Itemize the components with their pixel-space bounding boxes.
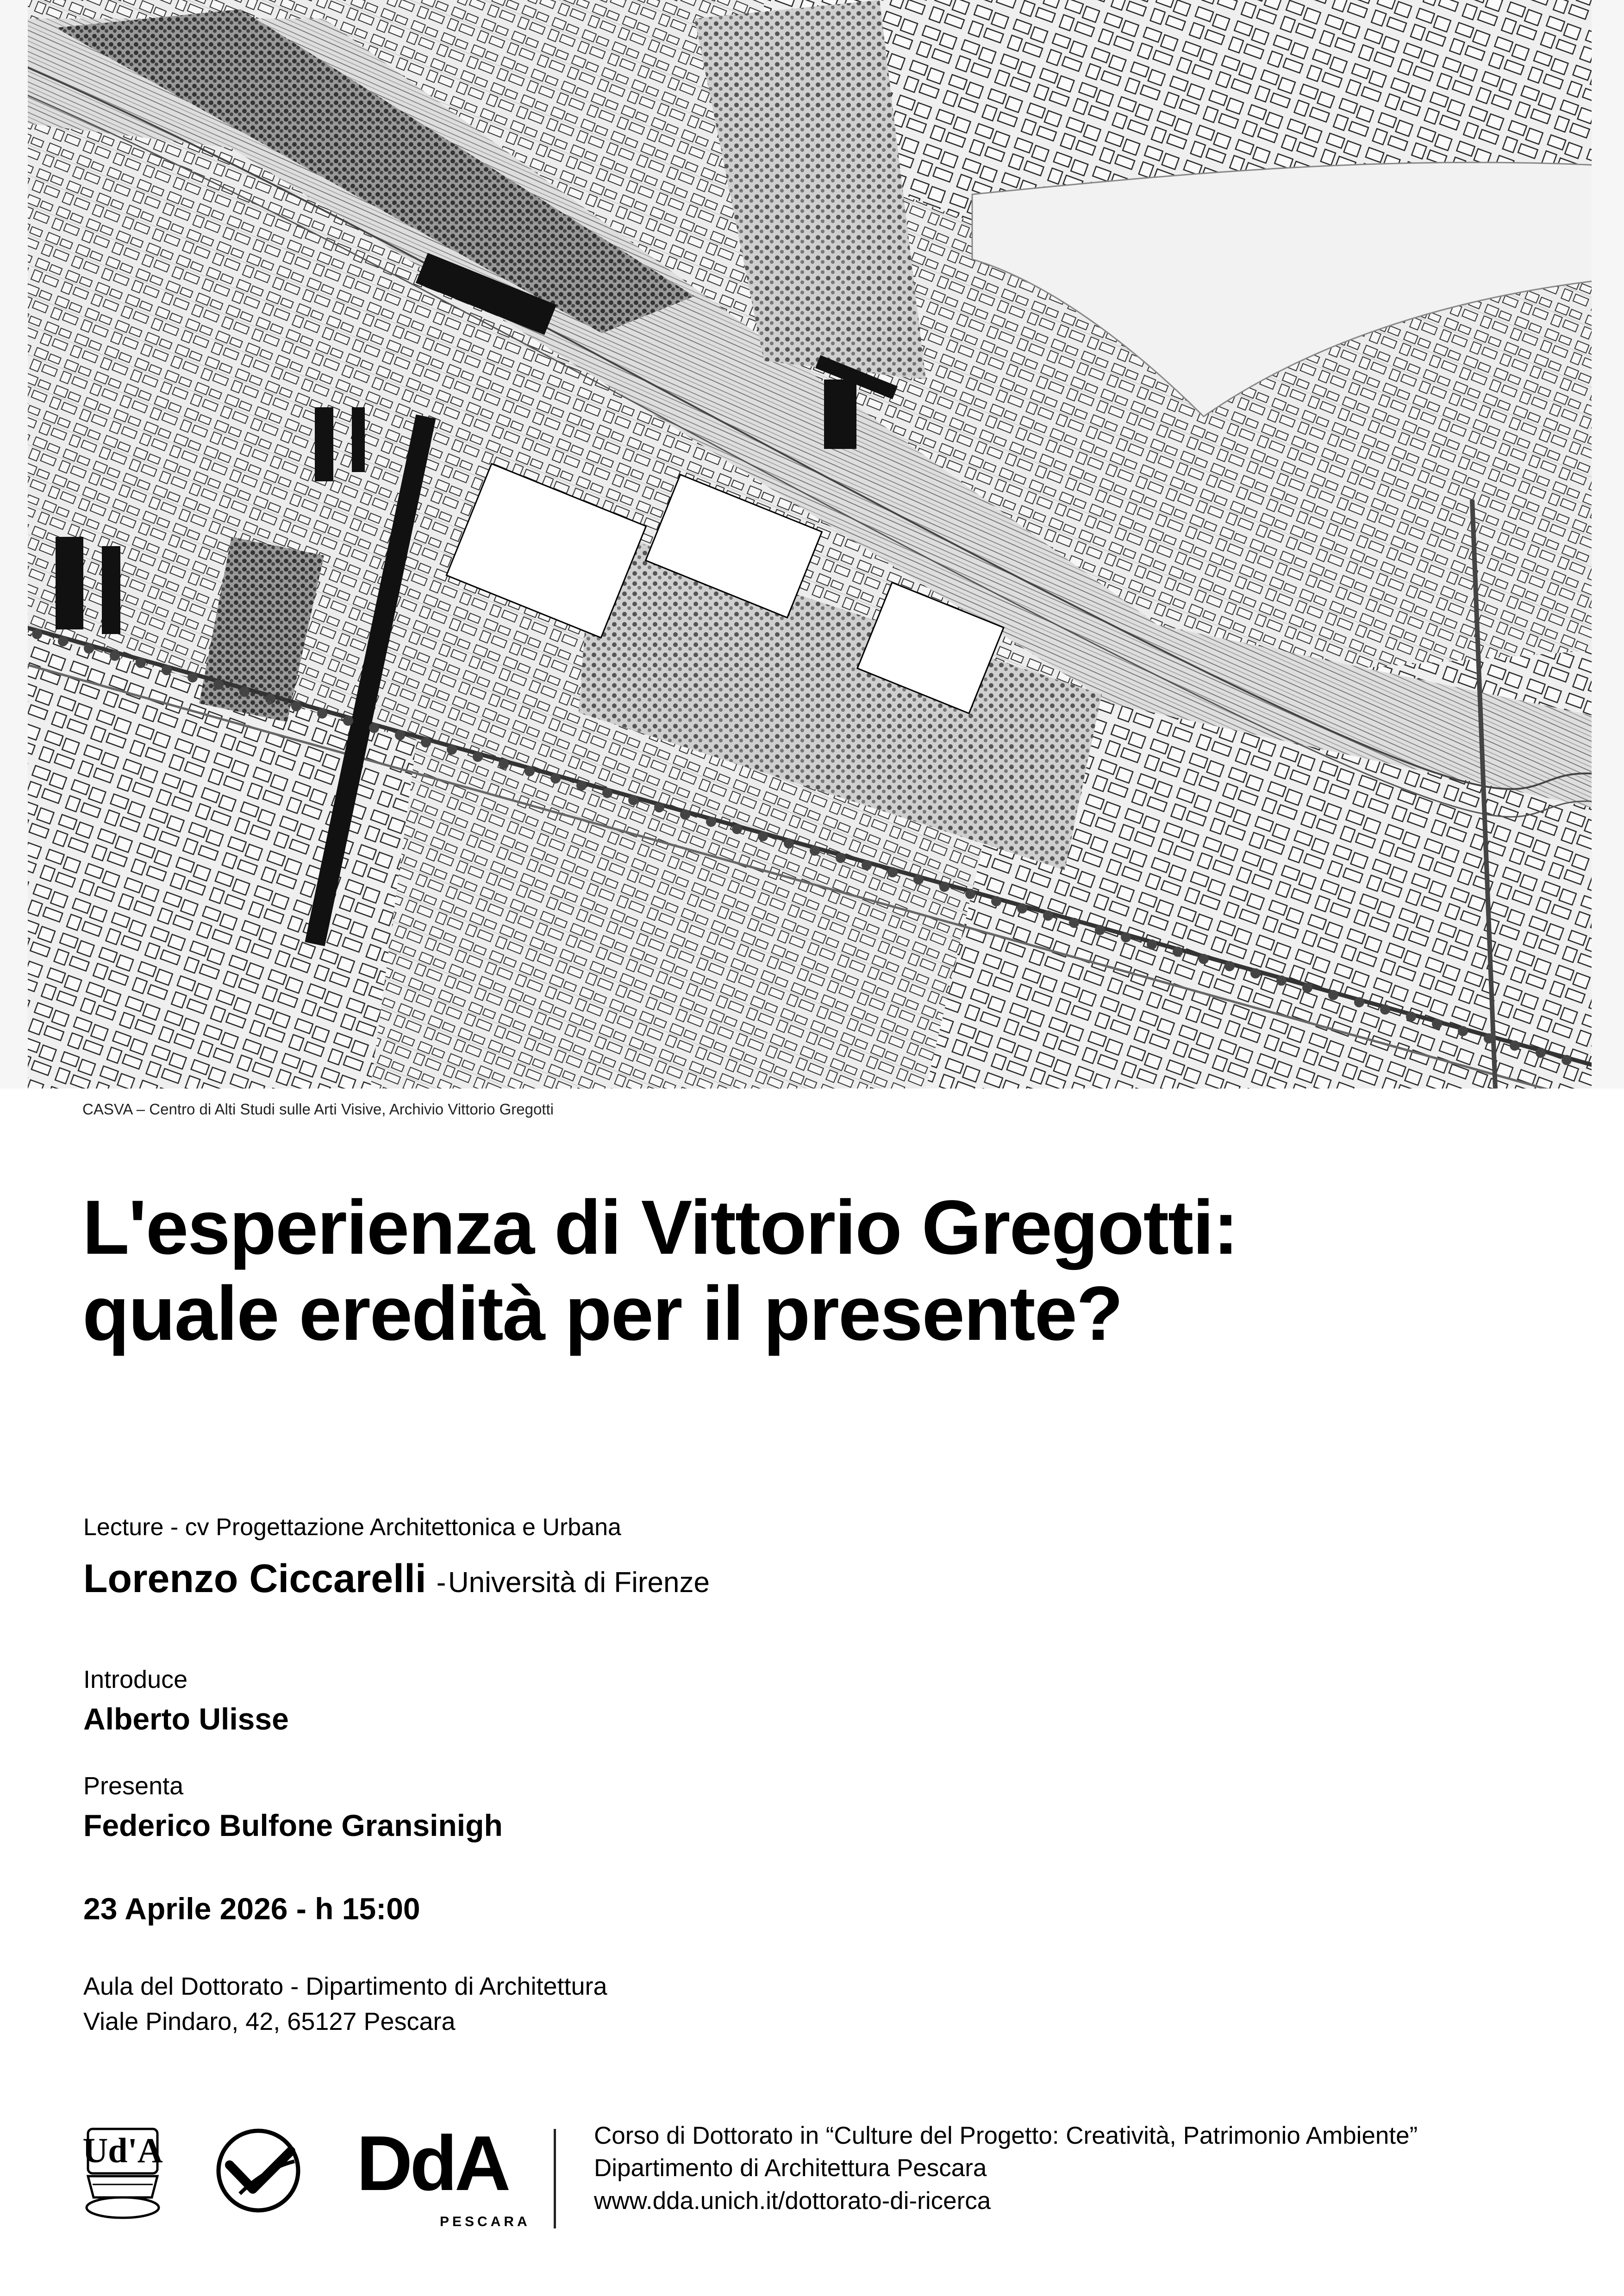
- page-title: [82, 1185, 1238, 1357]
- tree: [654, 802, 664, 812]
- tree: [1250, 968, 1261, 978]
- venue-line-2: Viale Pindaro, 42, 65127 Pescara: [83, 2007, 456, 2035]
- department-url-link[interactable]: www.dda.unich.it/dottorato-di-ricerca: [594, 2187, 991, 2215]
- tree: [1095, 925, 1105, 935]
- tree: [576, 781, 587, 791]
- venue: [83, 1969, 607, 2039]
- tree: [965, 889, 975, 899]
- lecture-label: Lecture - cv Progettazione Architettonica e Urbana: [83, 1514, 621, 1541]
- tree: [991, 896, 1001, 906]
- tree: [1328, 990, 1338, 1000]
- tree: [1536, 1048, 1546, 1058]
- event-datetime: 23 Aprile 2026 - h 15:00: [83, 1892, 420, 1926]
- tree: [939, 882, 949, 892]
- tree: [758, 831, 768, 841]
- tree: [550, 773, 561, 784]
- presenter-label: Presenta: [83, 1772, 184, 1800]
- speaker-line: [83, 1556, 710, 1602]
- tree: [1276, 976, 1287, 986]
- tree: [525, 766, 535, 776]
- tree: [913, 874, 924, 884]
- tree: [369, 723, 379, 733]
- tree: [239, 687, 250, 697]
- tree: [1432, 1019, 1442, 1029]
- tree: [499, 759, 509, 769]
- tree: [628, 795, 638, 805]
- intro-name: Alberto Ulisse: [83, 1702, 289, 1736]
- tree: [421, 737, 431, 747]
- tree: [84, 643, 94, 653]
- tree: [1406, 1012, 1416, 1022]
- dda-pescara-logo: [356, 2120, 531, 2235]
- tree: [162, 665, 172, 675]
- tree: [1069, 918, 1079, 928]
- tree: [1354, 997, 1364, 1008]
- speaker-separator: -: [436, 1567, 446, 1599]
- tree: [1147, 940, 1157, 950]
- tree: [32, 629, 42, 639]
- tree: [473, 752, 483, 762]
- checkmark-circle-logo: [212, 2124, 305, 2217]
- tree: [1121, 932, 1131, 942]
- tree: [887, 867, 898, 877]
- presenter-name: Federico Bulfone Gransinigh: [83, 1808, 503, 1842]
- speaker-name: Lorenzo Ciccarelli: [83, 1556, 426, 1601]
- tree: [1043, 910, 1053, 921]
- hero-photo: [0, 0, 1624, 1089]
- tree: [836, 853, 846, 863]
- department-line: Dipartimento di Architettura Pescara: [594, 2154, 987, 2182]
- tree: [1510, 1040, 1520, 1051]
- title-line-2: quale eredità per il presente?: [82, 1270, 1123, 1356]
- title-line-1: L'esperienza di Vittorio Gregotti:: [82, 1185, 1238, 1270]
- tree: [1484, 1033, 1494, 1044]
- tree: [395, 730, 405, 740]
- tree: [1380, 1004, 1390, 1014]
- tree: [810, 846, 820, 856]
- tree: [317, 709, 327, 719]
- tree: [1302, 983, 1312, 993]
- tree: [1173, 946, 1183, 957]
- tree: [447, 745, 457, 755]
- tree: [680, 809, 690, 820]
- tree: [862, 860, 872, 870]
- footer-divider: [554, 2129, 556, 2228]
- tree: [187, 672, 198, 683]
- tree: [1562, 1055, 1572, 1065]
- tree: [1224, 961, 1235, 971]
- speaker-affiliation: Università di Firenze: [448, 1567, 710, 1599]
- photo-credit-caption: CASVA – Centro di Alti Studi sulle Arti Visive, Archivio Vittorio Gregotti: [82, 1101, 554, 1118]
- tree: [265, 694, 275, 704]
- tree: [784, 838, 794, 848]
- tree: [343, 716, 353, 726]
- urban-model-drawing: [0, 0, 1624, 1089]
- dda-logo-subtext: PESCARA: [440, 2214, 531, 2229]
- tree: [58, 636, 68, 647]
- tree: [706, 817, 716, 827]
- intro-label: Introduce: [83, 1666, 188, 1693]
- tree: [602, 788, 612, 798]
- venue-line-1: Aula del Dottorato - Dipartimento di Architettura: [83, 1972, 607, 2000]
- tree: [732, 824, 742, 834]
- tree: [1017, 903, 1027, 914]
- tree: [136, 658, 146, 668]
- uda-university-logo: [79, 2124, 167, 2221]
- tree: [1199, 954, 1209, 964]
- course-info: [594, 2120, 1418, 2217]
- tree: [1458, 1026, 1468, 1036]
- tree: [213, 679, 224, 690]
- dda-logo-letters: DdA: [356, 2120, 508, 2207]
- course-line: Corso di Dottorato in “Culture del Progetto: Creatività, Patrimonio Ambiente”: [594, 2122, 1418, 2149]
- tree: [291, 701, 301, 711]
- tree: [110, 651, 120, 661]
- svg-text:Ud'A: Ud'A: [82, 2131, 163, 2170]
